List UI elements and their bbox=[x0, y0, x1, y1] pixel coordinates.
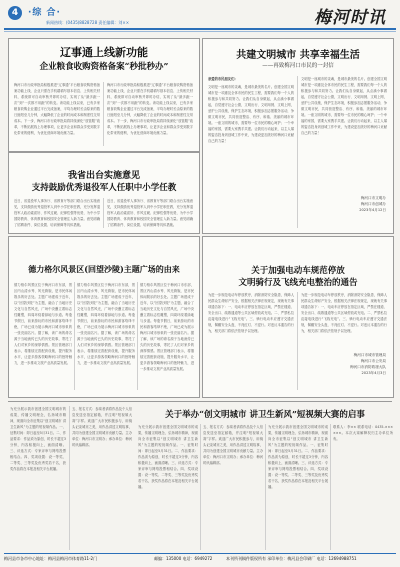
column-rule bbox=[137, 282, 138, 390]
column-rule bbox=[265, 424, 266, 550]
masthead bbox=[4, 2, 396, 28]
article-4-body-col3: 德力格尔风景区位于梅河口市东部，景区内山清水秀、风光旖旎，是市民休闲娱乐的好去处。主题广场建成于近年，以“回望沙陵”为主题，融合了当地历史文化与自然风光，广场中央矗立着标志性雕塑，四周环绕着绿地与步道。每逢节假日，前来游玩的市民和游客络绎不绝，广场已成为展示梅河口城市形象的一张亮丽名片。据了解，该广场的命名源于当地流传已久的历史故事，寄托了人们对家乡的深厚情感。景区管理部门表示，将继续完善配套设施，提升服务水平，让更多游客领略梅河口的独特魅力，进一步推动文旅产业高质量发展。 bbox=[140, 283, 194, 371]
article-6-title: 关于举办“创文明城市 讲卫生新风”短视频大赛的启事 bbox=[165, 410, 365, 420]
article-2-title: 我省出台实施意见 bbox=[67, 171, 140, 181]
article-1-title: 辽事通上线新功能 bbox=[60, 46, 148, 59]
article-6-col3: 五、报名方式：参赛者请将作品及个人信息发送至指定邮箱，并注明“短视频大赛”字样。欢迎广大市民积极参与，用镜头记录城市之美，用作品讲述文明故事，共同为创建全国文明城市贡献力量。主办单位：梅河口市文明办；承办单位：梅河时讯编辑部。 bbox=[203, 425, 263, 465]
article-6-col1: 五、报名方式：参赛者请将作品及个人信息发送至指定邮箱，并注明“短视频大赛”字样。欢迎广大市民积极参与，用镜头记录城市之美，用作品讲述文明故事，共同为创建全国文明城市贡献力量。主办单位：梅河口市文明办；承办单位：梅河时讯编辑部。 bbox=[72, 407, 132, 447]
article-5-date: 2023年4月3日 bbox=[361, 371, 386, 375]
article-5-title: 关于加强电动车规范停放 bbox=[251, 266, 345, 276]
article-6-side-col: 为充分展示我市创建全国文明城市的成果，传播文明理念，弘扬城市精神，现面向全市征集以“创文明城市 讲卫生新风”为主题的短视频作品。一、征集时间：即日起至5月31日。二、作品要求：作品须为原创，时长不超过3分钟，内容积极向上，画面清晰。三、评选方式：专家评审与网络投票相结合。四、奖项设置：设一等奖、二等奖、三等奖及优秀奖若干名，获奖作品将在本报及相关平台展播。 bbox=[10, 407, 66, 471]
column-rule bbox=[297, 292, 298, 390]
article-5-body-col2: 为进一步规范电动车停放秩序，消除消防安全隐患，保障人民群众生命财产安全，根据相关法律法规规定，现就有关事项通告如下：一、电动车应停放在指定区域，严禁在楼道、安全出口、疏散通道等公共区域停放或充电。二、严禁私拉乱接电线进行“飞线充电”。三、骑行电动车应遵守交通法规，佩戴安全头盔，不闯红灯、不逆行。对违反本通告的行为，相关部门将依法依规予以处理。 bbox=[301, 293, 387, 333]
column-rule bbox=[103, 82, 104, 146]
footer-contact: 邮编：135000 电话：6949272 bbox=[154, 556, 213, 561]
article-4-body-col1: 德力格尔风景区位于梅河口市东部，景区内山清水秀、风光旖旎，是市民休闲娱乐的好去处。主题广场建成于近年，以“回望沙陵”为主题，融合了当地历史文化与自然风光，广场中央矗立着标志性雕塑，四周环绕着绿地与步道。每逢节假日，前来游玩的市民和游客络绎不绝，广场已成为展示梅河口城市形象的一张亮丽名片。据了解，该广场的命名源于当地流传已久的历史故事，寄托了人们对家乡的深厚情感。景区管理部门表示，将继续完善配套设施，提升服务水平，让更多游客领略梅河口的独特魅力，进一步推动文旅产业高质量发展。 bbox=[14, 283, 72, 365]
footer-address: 梅河县市各市中心地址：梅河县梅河市体育路11-2门 bbox=[4, 556, 98, 561]
article-2-subtitle: 支持鼓励优秀退役军人任职中小学任教 bbox=[31, 183, 177, 193]
column-rule bbox=[69, 406, 70, 550]
section-label: ·综 合· bbox=[28, 8, 61, 18]
article-1-body-col2: 梅河口市行政审批局积极推进“辽事通”平台粮食收购资格备案功能上线，企业只需在手机端填写基本信息、上传相关材料，系统即可自动审核并即时办结，实现了从“最多跑一次”到“一次都不用跑”的转变。该功能上线以来，已有多家粮食收购企业通过平台完成备案，平均办理时长由原来的数日缩短至几分钟，大幅降低了企业的时间成本和制度性交易成本。下一步，梅河口市行政审批局将持续深化“放管服”改革，不断拓展线上办理事项，让更多企业和群众享受到数字化带来的便利，为优化营商环境贡献力量。 bbox=[107, 83, 193, 135]
article-1-subtitle: 企业粮食收购资格备案“秒批秒办” bbox=[39, 62, 169, 72]
header-rule bbox=[4, 28, 396, 30]
article-3-date: 2023年4月12日 bbox=[359, 208, 386, 212]
header-rule-thin bbox=[4, 31, 396, 32]
column-rule bbox=[74, 282, 75, 390]
article-5-signature-3: 梅河口市消防救援大队 bbox=[350, 365, 386, 369]
article-3-signature-2: 梅河口市创城办 bbox=[360, 202, 386, 206]
article-4-body-col2: 德力格尔风景区位于梅河口市东部，景区内山清水秀、风光旖旎，是市民休闲娱乐的好去处。主题广场建成于近年，以“回望沙陵”为主题，融合了当地历史文化与自然风光，广场中央矗立着标志性雕塑，四周环绕着绿地与步道。每逢节假日，前来游玩的市民和游客络绎不绝，广场已成为展示梅河口城市形象的一张亮丽名片。据了解，该广场的命名源于当地流传已久的历史故事，寄托了人们对家乡的深厚情感。景区管理部门表示，将继续完善配套设施，提升服务水平，让更多游客领略梅河口的独特魅力，进一步推动文旅产业高质量发展。 bbox=[77, 283, 135, 365]
article-3-title: 共建文明城市 共享幸福生活 bbox=[236, 50, 360, 61]
article-2-body-col2: 近日，省退役军人事务厅、省教育厅等部门联合出台实施意见，支持鼓励优秀退役军人到中小学任职任教，充分发挥退役军人政治素质好、作风过硬、纪律性强等优势，为中小学国防教育、体育教育和校园安全管理注入新力量。意见明确了招聘条件、岗位设置、培训保障等具体措施。 bbox=[107, 199, 193, 227]
article-5-signature-2: 梅河口市公安局 bbox=[360, 359, 386, 363]
article-3-subtitle: ——再致梅河口市民的一封信 bbox=[262, 63, 334, 69]
column-rule bbox=[200, 424, 201, 550]
footer-printer: 本刊所刊稿件版权所有 承印单位：梅河县会印刷厂 电话：12694988751 bbox=[226, 556, 357, 561]
divider bbox=[8, 401, 392, 402]
article-3-signature-1: 梅河口市文明办 bbox=[360, 196, 386, 200]
page-number-badge: 4 bbox=[8, 6, 22, 20]
article-1-body: 梅河口市行政审批局积极推进“辽事通”平台粮食收购资格备案功能上线，企业只需在手机端填写基本信息、上传相关材料，系统即可自动审核并即时办结，实现了从“最多跑一次”到“一次都不用跑”的转变。该功能上线以来，已有多家粮食收购企业通过平台完成备案，平均办理时长由原来的数日缩短至几分钟，大幅降低了企业的时间成本和制度性交易成本。下一步，梅河口市行政审批局将持续深化“放管服”改革，不断拓展线上办理事项，让更多企业和群众享受到数字化带来的便利，为优化营商环境贡献力量。 bbox=[14, 83, 100, 135]
article-5-subtitle: 文明骑行及飞线充电整治的通告 bbox=[238, 278, 358, 288]
column-rule bbox=[103, 198, 104, 228]
page-footer bbox=[4, 553, 396, 565]
article-2-body: 近日，省退役军人事务厅、省教育厅等部门联合出台实施意见，支持鼓励优秀退役军人到中小学任职任教，充分发挥退役军人政治素质好、作风过硬、纪律性强等优势，为中小学国防教育、体育教育和校园安全管理注入新力量。意见明确了招聘条件、岗位设置、培训保障等具体措施。 bbox=[14, 199, 100, 227]
column-rule bbox=[330, 424, 331, 550]
article-6-col2: 为充分展示我市创建全国文明城市的成果，传播文明理念，弘扬城市精神，现面向全市征集以“创文明城市 讲卫生新风”为主题的短视频作品。一、征集时间：即日起至5月31日。二、作品要求：作品须为原创，时长不超过3分钟，内容积极向上，画面清晰。三、评选方式：专家评审与网络投票相结合。四、奖项设置：设一等奖、二等奖、三等奖及优秀奖若干名，获奖作品将在本报及相关平台展播。 bbox=[138, 425, 198, 489]
article-3-salutation: 亲爱的市民朋友们： bbox=[208, 77, 238, 81]
article-4-title: 德力格尔风景区(回望沙陵)主题广场的由来 bbox=[28, 264, 180, 274]
header-meta: 新闻热线：(0435)8828728 责任编辑：刘×× bbox=[46, 20, 130, 25]
article-6-col5: 联系人：李×× 联系电话：0435-××××××。本次大赛解释权归主办单位所有。 bbox=[333, 425, 393, 441]
article-3-body: 文明是一座城市的灵魂，是城市最美的名片。创建全国文明城市是一项惠及全体市民的民生工程，需要我们每一个人的积极参与和共同努力。让我们从自身做起，从点滴小事做起，自觉遵守社会公德，文明出行、文明用餐、文明上网，爱护公共设施，保护生态环境，积极参加志愿服务活动，争做文明市民，共同营造整洁、有序、和谐、美丽的城市环境。一座文明的城市，需要每一位市民的精心呵护；一个幸福的家园，需要大家携手共建。让我们行动起来，以主人翁的姿态投身到创城工作中来，为建设更加美好的梅河口贡献自己的力量！ bbox=[208, 85, 294, 143]
article-3-body-col2: 文明是一座城市的灵魂，是城市最美的名片。创建全国文明城市是一项惠及全体市民的民生工程，需要我们每一个人的积极参与和共同努力。让我们从自身做起，从点滴小事做起，自觉遵守社会公德，文明出行、文明用餐、文明上网，爱护公共设施，保护生态环境，积极参加志愿服务活动，争做文明市民，共同营造整洁、有序、和谐、美丽的城市环境。一座文明的城市，需要每一位市民的精心呵护；一个幸福的家园，需要大家携手共建。让我们行动起来，以主人翁的姿态投身到创城工作中来，为建设更加美好的梅河口贡献自己的力量！ bbox=[301, 77, 387, 135]
column-rule bbox=[297, 76, 298, 228]
article-5-body: 为进一步规范电动车停放秩序，消除消防安全隐患，保障人民群众生命财产安全，根据相关法律法规规定，现就有关事项通告如下：一、电动车应停放在指定区域，严禁在楼道、安全出口、疏散通道等公共区域停放或充电。二、严禁私拉乱接电线进行“飞线充电”。三、骑行电动车应遵守交通法规，佩戴安全头盔，不闯红灯、不逆行。对违反本通告的行为，相关部门将依法依规予以处理。 bbox=[208, 293, 294, 333]
article-6-col4: 为充分展示我市创建全国文明城市的成果，传播文明理念，弘扬城市精神，现面向全市征集以“创文明城市 讲卫生新风”为主题的短视频作品。一、征集时间：即日起至5月31日。二、作品要求：作品须为原创，时长不超过3分钟，内容积极向上，画面清晰。三、评选方式：专家评审与网络投票相结合。四、奖项设置：设一等奖、二等奖、三等奖及优秀奖若干名，获奖作品将在本报及相关平台展播。 bbox=[268, 425, 328, 489]
newspaper-logo: 梅河时讯 bbox=[314, 8, 386, 28]
article-5-signature-1: 梅河口市城市管理局 bbox=[353, 353, 386, 357]
